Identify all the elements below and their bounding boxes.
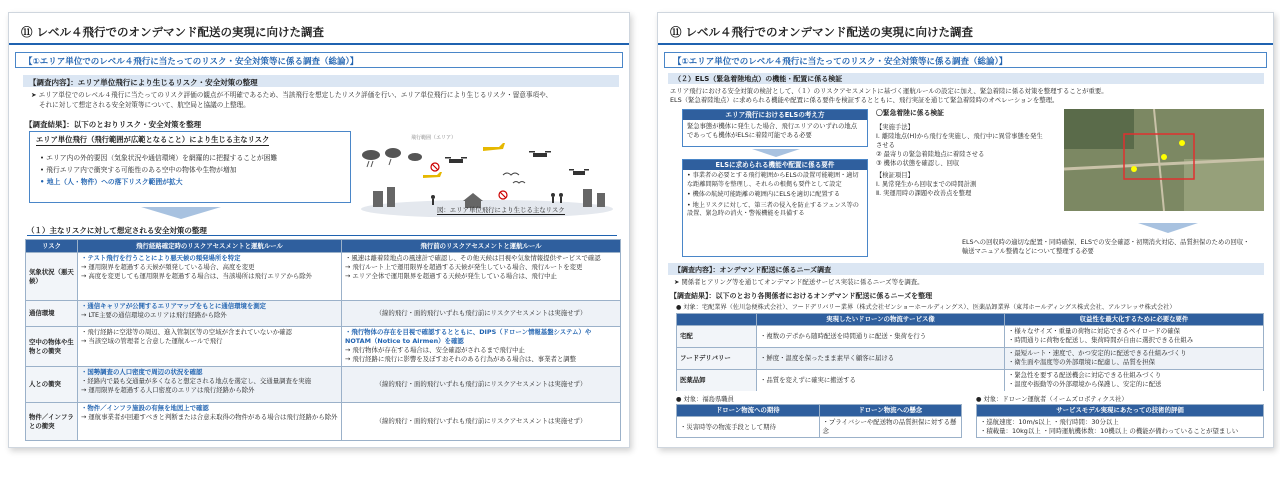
content-text-2: それに対して想定される安全対策等について、航空局と協議の上整理。 [39, 101, 250, 109]
concern-cell: ・プライバシーや配送物の品質担保に対する懸念 [819, 417, 962, 438]
service-cell: ・品質を変えずに確実に搬送する [757, 370, 1005, 392]
figure-caption: 図：エリア単位飛行により生じる主なリスク [437, 206, 565, 214]
table-row [677, 348, 1264, 370]
table-row [677, 417, 962, 438]
needs-header-blank [677, 314, 757, 326]
table-header-risk: リスク [26, 240, 78, 253]
table-row [26, 327, 621, 367]
aircraft-icon [423, 143, 505, 178]
down-arrow [141, 207, 221, 219]
content-text-1: ➤ エリア単位でのレベル４飛行に当たってのリスク評価の観点が不明確であるため、当該飛行を想定したリスク評価を行い、エリア単位飛行により生じるリスク・留意事項や、 [31, 91, 553, 99]
list-item: • 機体の航続可能距離の範囲内にELSを適切に配置する [687, 191, 841, 199]
slide-title-text: ⑪ レベル４飛行でのオンデマンド配送の実現に向けた調査 [670, 25, 974, 39]
area-label: 飛行範囲（エリア） [411, 135, 457, 141]
els-text-2: ELS（緊急着陸地点）に求められる機能や配置に係る要件を検証するとともに、飛行実証を通じて緊急着陸時のオペレーションを整理。 [670, 96, 1059, 104]
aerial-map-svg [1064, 109, 1264, 211]
risk-box [29, 131, 351, 203]
list-item: • 事業者の必要とする飛行範囲からELSの設置可能範囲・適切な距離間隔等を整理し、それらの根拠も要件として設定 [687, 172, 859, 188]
slide-subtitle: 【①エリア単位でのレベル４飛行に当たってのリスク・安全対策等に係る調査（総論）】 [664, 52, 1267, 68]
emergency-landing-point [1161, 154, 1167, 160]
table-row [977, 417, 1264, 438]
requirement-cell: ・最短ルート・速度で、かつ安定的に配送できる仕組みづくり ・衛生面や温度等の外部環境に配慮し、品質を担保 [1005, 348, 1264, 370]
els-conclusion: ELSへの回収時の適切な配置・同時確保、ELSでの安全確認・初期消火対応、品質担保のための回収・輸送マニュアル整備などについて整理する必要 [962, 239, 1250, 255]
requirement-cell: ・様々なサイズ・重量の荷物に対応できるペイロードの確保 ・時間通りに荷物を配送し、集荷時間が自由に選択できる仕組み [1005, 326, 1264, 348]
tech-eval-cell: ・巡航速度：10m/s以上 ・飛行時間：30分以上 ・積載量：10kg以上 ・同時運航機体数：10機以上 の機能が備わっていることが望ましい [977, 417, 1264, 438]
tech-eval-table [976, 404, 1264, 440]
slide-title [658, 13, 1273, 45]
takeoff-point [1131, 166, 1137, 172]
drone-icon [445, 151, 589, 175]
els-requirements-list [683, 170, 867, 221]
risk-item: • 地上（人・物件）への落下リスク範囲が拡大 [40, 178, 183, 186]
down-arrow [1138, 223, 1198, 233]
table-section-title: （１）主なリスクに対して想定される安全対策の整理 [27, 225, 617, 236]
preflight-cell: ・飛行物体の存在を目視で確認するとともに、DIPS（ドローン情報基盤システム）やNOTAM（Notice to Airmen）を確認 → 飛行物体が存在する場合は、安全確認がされるまで飛行中止 → 飛行経路に飛行に影響を及ぼすおそれのある行為がある場合は、事業者と調整 [342, 327, 621, 367]
route-cell: ・物件／インフラ施設の有無を地図上で確認 → 運航事業者が回避すべきと判断または合意未取得の物件がある場合は飛行経路から除外 [78, 403, 342, 441]
no-signal-icon [499, 191, 507, 199]
emergency-landing-point [1179, 140, 1185, 146]
verification-title: 〇緊急着陸に係る検証 [876, 109, 944, 117]
weather-icon [362, 148, 422, 167]
bird-icon [503, 173, 525, 183]
table-row [677, 370, 1264, 392]
method-label: 【実施手法】 [876, 124, 914, 131]
category-cell: 宅配 [677, 326, 757, 348]
table-row [26, 253, 621, 301]
needs-table [676, 313, 1264, 391]
target-prefecture: ● 対象：福島県職員 [676, 396, 734, 403]
risk-list [40, 152, 277, 188]
tech-eval-header: サービスモデル実現にあたっての技術的評価 [977, 405, 1264, 417]
slide-left [8, 12, 630, 448]
verification-panel [876, 107, 1044, 239]
service-cell: ・鮮度・温度を保ったまま素早く顧客に届ける [757, 348, 1005, 370]
els-concept-title: エリア飛行におけるELSの考え方 [683, 110, 867, 120]
route-cell: ・テスト飛行を行うことにより悪天候の頻発場所を特定 → 運用限界を超過する天候が頻発している場合、高度を変更 → 高度を変更しても運用限界を超過する場合は、当該場所は飛行エリアから除外 [78, 253, 342, 301]
els-requirements-title: ELSに求められる機能や配置に係る要件 [683, 160, 867, 170]
preflight-cell: （線的飛行・面的飛行いずれも飛行前にリスクアセスメントは実施せず） [342, 403, 621, 441]
route-cell: ・国勢調査の人口密度で周辺の状況を確認 ・経路内で最も交通量が多くなると想定される地点を選定し、交通量調査を実施 → 運用限界を超過する人口密度のエリアは飛行経路から除外 [78, 367, 342, 403]
risk-name: 人との衝突 [26, 367, 78, 403]
prohibited-icon [431, 163, 439, 171]
risk-illustration [353, 131, 621, 217]
slide-subtitle: 【①エリア単位でのレベル４飛行に当たってのリスク・安全対策等に係る調査（総論）】 [15, 52, 623, 68]
slide-title-text: ⑪ レベル４飛行でのオンデマンド配送の実現に向けた調査 [21, 25, 325, 39]
risk-name: 気象状況（悪天候） [26, 253, 78, 301]
concern-header: ドローン物流への懸念 [819, 405, 962, 417]
survey-text: ➤ 関係者ヒアリング等を通じてオンデマンド配送サービス実装に係るニーズ等を調査。 [674, 278, 924, 286]
list-item: • 地上リスクに対して、第三者の侵入を防止するフェンス等の設置、緊急時の消火・警報機能を具備する [687, 201, 859, 218]
items-label: 【検証項目】 [876, 172, 914, 179]
down-arrow [752, 149, 800, 157]
table-row [26, 301, 621, 327]
preflight-cell: （線的飛行・面的飛行いずれも飛行前にリスクアセスメントは実施せず） [342, 301, 621, 327]
target-operator: ● 対象：ドローン運航者（イームズロボティクス社） [976, 396, 1128, 403]
service-cell: ・複数のデポから随時配送を時間通りに配送・集荷を行う [757, 326, 1005, 348]
list-item: ③ 機体の状態を確認し、回収 [876, 160, 960, 167]
slide-right [657, 12, 1274, 448]
route-cell: ・通信キャリアが公開するエリアマップをもとに通信環境を測定 → LTE主要の通信環境のエリアは飛行経路から除外 [78, 301, 342, 327]
risk-item: • エリア内の外的要因（気象状況や通信環境）を網羅的に把握することが困難 [40, 154, 278, 162]
table-row [26, 403, 621, 441]
risk-table [25, 239, 621, 443]
target-industries: ● 対象：宅配業界（佐川急便株式会社）、フードデリバリー業界（株式会社ゼンショーホールディングス）、医薬品卸業界（東邦ホールディングス株式会社、アルフレッサ株式会社） [676, 304, 1176, 311]
table-header-route: 飛行経路確定時のリスクアセスメントと運航ルール [78, 240, 342, 253]
result-header: 【調査結果】：以下のとおりリスク・安全対策を整理 [25, 120, 202, 129]
els-concept-box [682, 109, 868, 147]
list-item: Ⅰ. 離陸地点(H)から飛行を実施し、飛行中に異常事態を発生させる [876, 133, 1043, 149]
list-item: Ⅰ. 異常発生から回収までの時間計測 [876, 181, 977, 188]
list-item: Ⅱ. 実運用時の課題や改善点を整理 [876, 190, 972, 197]
expectation-header: ドローン物流への期待 [677, 405, 820, 417]
survey-result-header: 【調査結果】：以下のとおり各関係者におけるオンデマンド配送に係るニーズを整理 [670, 292, 933, 300]
category-cell: 医薬品卸 [677, 370, 757, 392]
needs-header-service: 実現したいドローンの物流サービス像 [757, 314, 1005, 326]
expectation-table [676, 404, 962, 440]
needs-header-requirement: 収益性を最大化するために必要な要件 [1005, 314, 1264, 326]
survey-header: 【調査内容】：オンデマンド配送に係るニーズ調査 [668, 263, 1264, 275]
risk-name: 通信環境 [26, 301, 78, 327]
els-requirements-box [682, 159, 868, 257]
list-item: ② 最寄りの緊急着陸地点に着陸させる [876, 151, 985, 158]
table-header-preflight: 飛行前のリスクアセスメントと運航ルール [342, 240, 621, 253]
risk-name: 物件／インフラとの衝突 [26, 403, 78, 441]
expectation-cell: ・災害時等の物流手段として期待 [677, 417, 820, 438]
els-header: （２）ELS（緊急着陸地点）の機能・配置に係る検証 [668, 73, 1264, 84]
slide-title [9, 13, 629, 45]
content-header: 【調査内容】：エリア単位飛行により生じるリスク・安全対策の整理 [23, 75, 619, 87]
preflight-cell: ・風速は離着陸地点の風速計で確認し、その他天候は目視や気象情報提供サービスで確認 → 飛行ルート上で運用限界を超過する天候が発生している場合、飛行ルートを変更 → エリア全体で運用限界を超過する天候が発生している場合は、飛行中止 [342, 253, 621, 301]
els-concept-text: 緊急事態が機体に発生した場合、飛行エリアのいずれの地点であっても機体がELSに着陸可能である必要 [687, 123, 858, 139]
risk-item: • 飛行エリア内で衝突する可能性のある空中の物体や生物が増加 [40, 166, 237, 174]
table-row [26, 367, 621, 403]
verification-method [876, 123, 1044, 198]
preflight-cell: （線的飛行・面的飛行いずれも飛行前にリスクアセスメントは実施せず） [342, 367, 621, 403]
risk-name: 空中の物体や生物との衝突 [26, 327, 78, 367]
risk-box-title: エリア単位飛行（飛行範囲が広範となること）により生じる主なリスク [36, 135, 270, 144]
route-cell: ・飛行経路に空港等の周辺、進入管制区等の空域が含まれていないか確認 → 当該空域の管理者と合意した運航ルールで飛行 [78, 327, 342, 367]
category-cell: フードデリバリー [677, 348, 757, 370]
els-text-1: エリア飛行における安全対策の検討として、（１）のリスクアセスメントに基づく運航ルールの設定に加え、緊急着陸に係る対策を整理することが重要。 [670, 87, 1108, 95]
table-row [677, 326, 1264, 348]
requirement-cell: ・緊急性を要する配送機会に対応できる仕組みづくり ・温度や振動等の外部環境から保護し、安定的に配送 [1005, 370, 1264, 392]
aerial-map-image [1064, 109, 1264, 211]
